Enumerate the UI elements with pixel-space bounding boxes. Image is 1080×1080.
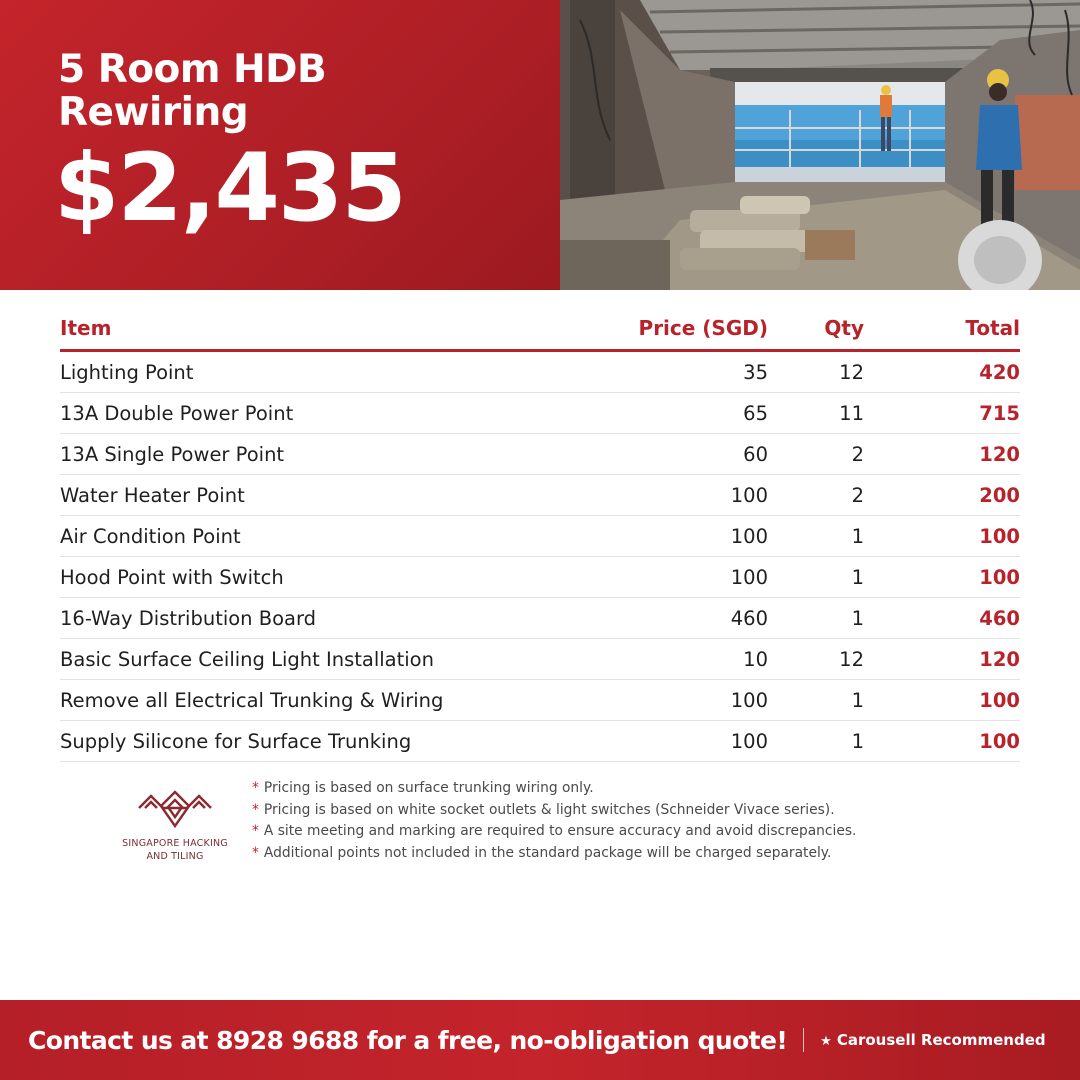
- row-total: 100: [979, 688, 1020, 712]
- row-total: 715: [979, 401, 1020, 425]
- title-line-1: 5 Room HDB: [58, 47, 327, 92]
- row-item: 13A Double Power Point: [60, 401, 294, 425]
- note-text: Pricing is based on surface trunking wiring only.: [263, 780, 594, 796]
- table-row: [60, 680, 1020, 721]
- note-item: [252, 843, 952, 865]
- row-item: Water Heater Point: [60, 483, 245, 507]
- footer-banner: [0, 1000, 1080, 1080]
- column-header-qty: Qty: [824, 315, 864, 340]
- row-item: Air Condition Point: [60, 524, 241, 548]
- column-header-item: Item: [60, 315, 112, 340]
- row-price: 10: [743, 647, 768, 671]
- row-qty: 1: [851, 565, 864, 589]
- row-total: 100: [979, 565, 1020, 589]
- row-total: 120: [979, 647, 1020, 671]
- table-row: [60, 557, 1020, 598]
- row-total: 100: [979, 729, 1020, 753]
- pricing-table: [60, 306, 1020, 762]
- hero-red-panel: [0, 0, 560, 290]
- table-row: [60, 598, 1020, 639]
- row-total: 460: [979, 606, 1020, 630]
- asterisk-icon: *: [252, 801, 259, 818]
- table-row: [60, 516, 1020, 557]
- row-price: 65: [743, 401, 768, 425]
- row-total: 120: [979, 442, 1020, 466]
- badge-label: Carousell Recommended: [836, 1031, 1046, 1049]
- row-qty: 1: [851, 729, 864, 753]
- row-item: Basic Surface Ceiling Light Installation: [60, 647, 434, 671]
- row-price: 100: [730, 524, 768, 548]
- row-qty: 2: [851, 483, 864, 507]
- asterisk-icon: *: [252, 780, 259, 796]
- row-total: 200: [979, 483, 1020, 507]
- row-qty: 12: [839, 360, 864, 384]
- row-qty: 1: [851, 524, 864, 548]
- note-item: [252, 778, 952, 800]
- site-photo: [560, 0, 1080, 290]
- contact-cta: Contact us at 8928 9688 for a free, no-obligation quote!: [28, 1025, 788, 1055]
- row-qty: 1: [851, 606, 864, 630]
- company-name-line-1: SINGAPORE HACKING: [122, 838, 228, 849]
- row-item: 13A Single Power Point: [60, 442, 285, 466]
- table-row: [60, 721, 1020, 762]
- note-item: [252, 821, 952, 843]
- row-qty: 1: [851, 688, 864, 712]
- row-total: 100: [979, 524, 1020, 548]
- table-row: [60, 393, 1020, 434]
- row-item: Hood Point with Switch: [60, 565, 284, 589]
- column-header-price: Price (SGD): [638, 315, 768, 340]
- table-row: [60, 434, 1020, 475]
- terms-notes: [252, 778, 952, 864]
- star-icon: ★: [820, 1034, 832, 1049]
- carousell-badge: [820, 1031, 1045, 1049]
- row-price: 100: [730, 565, 768, 589]
- row-item: Lighting Point: [60, 360, 194, 384]
- row-price: 100: [730, 688, 768, 712]
- row-item: Remove all Electrical Trunking & Wiring: [60, 688, 444, 712]
- row-price: 35: [743, 360, 768, 384]
- column-header-total: Total: [965, 315, 1020, 340]
- row-qty: 11: [839, 401, 864, 425]
- row-qty: 2: [851, 442, 864, 466]
- table-row: [60, 639, 1020, 680]
- table-row: [60, 475, 1020, 516]
- footer-divider: [803, 1028, 804, 1052]
- asterisk-icon: *: [252, 823, 259, 839]
- row-item: Supply Silicone for Surface Trunking: [60, 729, 412, 753]
- row-price: 60: [743, 442, 768, 466]
- note-text: Pricing is based on white socket outlets & light switches (Schneider Vivace series).: [263, 801, 835, 818]
- company-logo-mark: [135, 786, 215, 832]
- table-row: [60, 352, 1020, 393]
- company-name-line-2: AND TILING: [146, 851, 204, 862]
- hero-banner: [0, 0, 1080, 290]
- title-line-2: Rewiring: [58, 90, 249, 135]
- note-text: A site meeting and marking are required to ensure accuracy and avoid discrepancies.: [263, 823, 857, 839]
- row-qty: 12: [839, 647, 864, 671]
- note-text: Additional points not included in the standard package will be charged separately.: [263, 844, 832, 861]
- package-price: $2,435: [54, 134, 405, 243]
- asterisk-icon: *: [252, 844, 259, 861]
- row-price: 100: [730, 483, 768, 507]
- table-body: [60, 352, 1020, 762]
- page-title: [58, 48, 538, 134]
- row-item: 16-Way Distribution Board: [60, 606, 317, 630]
- row-total: 420: [979, 360, 1020, 384]
- row-price: 460: [730, 606, 768, 630]
- row-price: 100: [730, 729, 768, 753]
- table-header: [60, 306, 1020, 352]
- company-logo: [112, 786, 238, 860]
- note-item: [252, 800, 952, 822]
